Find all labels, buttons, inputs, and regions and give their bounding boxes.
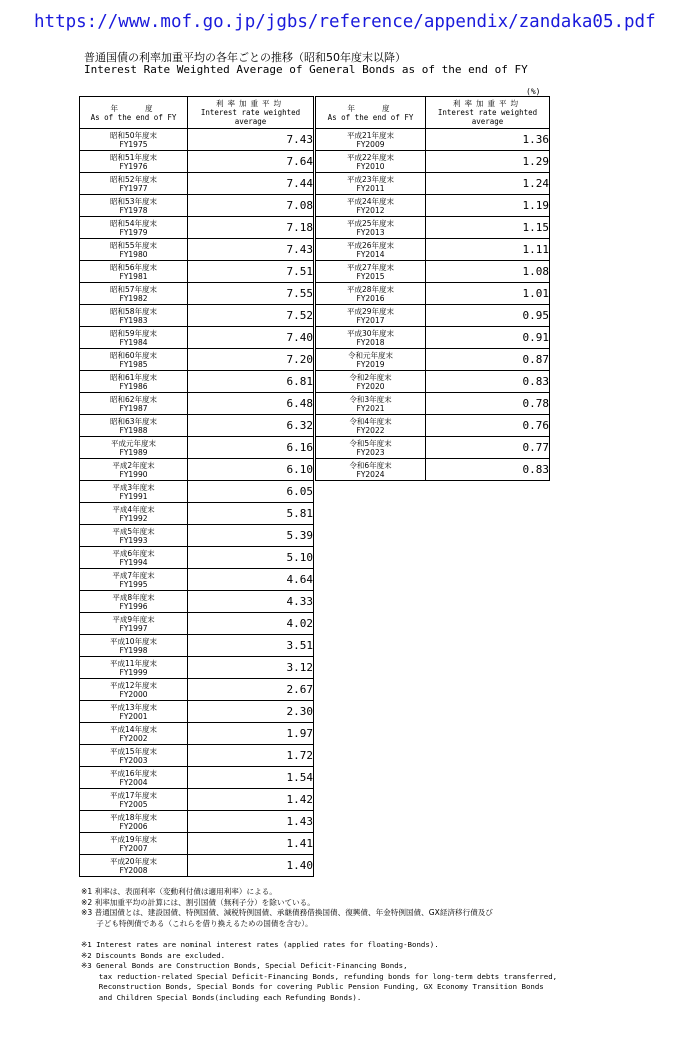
table-row — [80, 745, 314, 767]
year-label-ja: 平成21年度末 — [346, 130, 395, 140]
table-row — [80, 481, 314, 503]
table-row — [80, 371, 314, 393]
rate-cell: 7.20 — [188, 349, 314, 371]
note-line: 子ども特例債である（これらを借り換えるための国債を含む）。 — [81, 918, 313, 928]
year-label-en: FY1994 — [119, 557, 148, 567]
year-label-en: FY2021 — [356, 403, 385, 413]
year-label-en: FY1996 — [119, 601, 148, 611]
year-label-ja: 平成30年度末 — [346, 328, 395, 338]
year-label-en: FY1989 — [119, 447, 148, 457]
rate-cell: 6.10 — [188, 459, 314, 481]
rate-cell: 6.48 — [188, 393, 314, 415]
year-label-en: FY1975 — [119, 139, 148, 149]
year-cell — [316, 173, 426, 195]
year-cell — [80, 635, 188, 657]
year-label-en: FY2001 — [119, 711, 148, 721]
table-row — [80, 789, 314, 811]
year-label-ja: 平成18年度末 — [109, 812, 158, 822]
year-label-en: FY2014 — [356, 249, 385, 259]
rate-cell: 1.54 — [188, 767, 314, 789]
table-row — [80, 657, 314, 679]
source-url: https://www.mof.go.jp/jgbs/reference/appendix/zandaka05.pdf — [34, 12, 656, 32]
year-cell — [316, 217, 426, 239]
rates-table-left — [79, 96, 314, 877]
rate-cell: 2.30 — [188, 701, 314, 723]
table-row — [80, 239, 314, 261]
rate-cell: 1.43 — [188, 811, 314, 833]
year-cell — [80, 283, 188, 305]
rate-cell: 2.67 — [188, 679, 314, 701]
year-label-en: FY1990 — [119, 469, 148, 479]
rate-cell: 0.76 — [426, 415, 550, 437]
year-cell — [316, 239, 426, 261]
rates-table-right — [315, 96, 550, 481]
year-cell — [80, 525, 188, 547]
rate-cell: 6.16 — [188, 437, 314, 459]
notes-english — [81, 940, 557, 1003]
year-cell — [316, 349, 426, 371]
year-column-header — [80, 97, 188, 129]
rate-cell: 0.83 — [426, 371, 550, 393]
year-label-ja: 昭和61年度末 — [109, 372, 158, 382]
note-line: ※2 利率加重平均の計算には、割引国債（無利子分）を除いている。 — [81, 897, 315, 907]
table-row — [80, 503, 314, 525]
rate-cell: 7.44 — [188, 173, 314, 195]
year-label-en: FY2023 — [356, 447, 385, 457]
table-row — [316, 173, 550, 195]
year-cell — [80, 591, 188, 613]
year-label-ja: 平成元年度末 — [111, 438, 156, 448]
table-row — [80, 195, 314, 217]
year-label-en: FY2022 — [356, 425, 385, 435]
year-label-ja: 昭和56年度末 — [109, 262, 158, 272]
year-label-ja: 平成3年度末 — [112, 482, 155, 492]
note-line: tax reduction-related Special Deficit-Financing Bonds, refunding bonds for long-term debts transferred, — [81, 971, 558, 981]
rate-cell: 0.83 — [426, 459, 550, 481]
year-label-en: FY2016 — [356, 293, 385, 303]
year-label-en: FY2003 — [119, 755, 148, 765]
year-label-en: FY2018 — [356, 337, 385, 347]
rate-header-en-2: average — [234, 117, 267, 126]
table-row — [316, 415, 550, 437]
rate-cell: 1.36 — [426, 129, 550, 151]
year-label-en: FY2000 — [119, 689, 148, 699]
year-cell — [80, 723, 188, 745]
year-label-ja: 平成28年度末 — [346, 284, 395, 294]
year-label-en: FY1979 — [119, 227, 148, 237]
rate-cell: 4.02 — [188, 613, 314, 635]
year-label-en: FY1995 — [119, 579, 148, 589]
year-label-en: FY1980 — [119, 249, 148, 259]
year-label-en: FY2013 — [356, 227, 385, 237]
year-label-en: FY2006 — [119, 821, 148, 831]
year-label-en: FY2020 — [356, 381, 385, 391]
rate-cell: 1.97 — [188, 723, 314, 745]
year-cell — [80, 855, 188, 877]
year-cell — [316, 393, 426, 415]
table-row — [316, 459, 550, 481]
year-label-ja: 平成4年度末 — [112, 504, 155, 514]
year-cell — [80, 613, 188, 635]
year-label-en: FY2004 — [119, 777, 148, 787]
year-cell — [316, 129, 426, 151]
rate-column-header — [188, 97, 314, 129]
table-row — [80, 217, 314, 239]
year-label-en: FY2011 — [356, 183, 385, 193]
year-label-en: FY1982 — [119, 293, 148, 303]
table-row — [80, 173, 314, 195]
rate-cell: 1.72 — [188, 745, 314, 767]
year-label-ja: 昭和55年度末 — [109, 240, 158, 250]
year-cell — [80, 701, 188, 723]
year-label-ja: 昭和51年度末 — [109, 152, 158, 162]
rate-cell: 1.24 — [426, 173, 550, 195]
page-title-japanese: 普通国債の利率加重平均の各年ごとの推移（昭和50年度末以降） — [84, 51, 406, 64]
year-cell — [80, 393, 188, 415]
year-label-en: FY1991 — [119, 491, 148, 501]
table-row — [316, 217, 550, 239]
year-label-en: FY1999 — [119, 667, 148, 677]
year-label-ja: 平成9年度末 — [112, 614, 155, 624]
year-label-ja: 平成2年度末 — [112, 460, 155, 470]
year-cell — [80, 657, 188, 679]
year-cell — [80, 217, 188, 239]
year-cell — [316, 283, 426, 305]
note-line: ※3 General Bonds are Construction Bonds, Special Deficit-Financing Bonds, — [81, 961, 408, 970]
year-label-ja: 平成22年度末 — [346, 152, 395, 162]
rate-header-ja: 利率加重平均 — [453, 99, 522, 108]
table-row — [80, 415, 314, 437]
rate-cell: 6.32 — [188, 415, 314, 437]
table-row — [316, 195, 550, 217]
rate-cell: 3.12 — [188, 657, 314, 679]
year-cell — [316, 415, 426, 437]
note-line: ※3 普通国債とは、建設国債、特例国債、減税特例国債、承継債務借換国債、復興債、年金特例国債、GX経済移行債及び — [81, 908, 493, 917]
rate-cell: 4.33 — [188, 591, 314, 613]
rate-cell: 7.55 — [188, 283, 314, 305]
year-label-ja: 昭和60年度末 — [109, 350, 158, 360]
year-label-ja: 令和4年度末 — [349, 416, 392, 426]
year-label-ja: 昭和57年度末 — [109, 284, 158, 294]
rate-cell: 6.05 — [188, 481, 314, 503]
year-cell — [316, 327, 426, 349]
year-label-ja: 昭和63年度末 — [109, 416, 158, 426]
table-row — [316, 151, 550, 173]
year-cell — [80, 481, 188, 503]
rate-cell: 1.29 — [426, 151, 550, 173]
rate-cell: 7.43 — [188, 239, 314, 261]
year-header-ja: 年 度 — [347, 103, 394, 113]
note-line: ※1 利率は、表面利率（変動利付債は適用利率）による。 — [81, 887, 277, 896]
rate-cell: 6.81 — [188, 371, 314, 393]
year-label-ja: 令和5年度末 — [349, 438, 392, 448]
year-cell — [316, 151, 426, 173]
table-row — [316, 371, 550, 393]
year-label-en: FY1977 — [119, 183, 148, 193]
table-row — [316, 327, 550, 349]
year-cell — [80, 811, 188, 833]
year-label-en: FY2017 — [356, 315, 385, 325]
page-title-english: Interest Rate Weighted Average of General Bonds as of the end of FY — [84, 63, 528, 76]
year-label-ja: 昭和58年度末 — [109, 306, 158, 316]
table-row — [316, 261, 550, 283]
year-cell — [80, 129, 188, 151]
year-cell — [80, 173, 188, 195]
year-cell — [316, 261, 426, 283]
note-line: and Children Special Bonds(including each Refunding Bonds). — [81, 992, 362, 1002]
year-column-header — [316, 97, 426, 129]
year-label-ja: 平成27年度末 — [346, 262, 395, 272]
year-label-ja: 平成17年度末 — [109, 790, 158, 800]
year-label-en: FY2005 — [119, 799, 148, 809]
year-label-en: FY1986 — [119, 381, 148, 391]
year-label-ja: 令和3年度末 — [349, 394, 392, 404]
year-label-ja: 平成7年度末 — [112, 570, 155, 580]
table-row — [316, 305, 550, 327]
rate-cell: 1.40 — [188, 855, 314, 877]
year-label-en: FY1976 — [119, 161, 148, 171]
rate-header-ja: 利率加重平均 — [216, 99, 285, 108]
rate-cell: 7.64 — [188, 151, 314, 173]
year-cell — [80, 151, 188, 173]
rate-cell: 1.42 — [188, 789, 314, 811]
table-row — [80, 701, 314, 723]
year-label-en: FY2015 — [356, 271, 385, 281]
note-line: Reconstruction Bonds, Special Bonds for covering Public Pension Funding, GX Economy Transition Bonds — [81, 982, 544, 991]
year-cell — [80, 833, 188, 855]
rate-cell: 7.52 — [188, 305, 314, 327]
year-label-ja: 令和元年度末 — [348, 350, 393, 360]
year-label-ja: 平成15年度末 — [109, 746, 158, 756]
table-row — [316, 283, 550, 305]
year-cell — [80, 437, 188, 459]
year-cell — [80, 459, 188, 481]
year-label-ja: 平成12年度末 — [109, 680, 158, 690]
year-label-en: FY2002 — [119, 733, 148, 743]
year-cell — [316, 459, 426, 481]
table-row — [80, 393, 314, 415]
year-label-ja: 平成14年度末 — [109, 724, 158, 734]
table-row — [80, 349, 314, 371]
table-row — [80, 723, 314, 745]
year-label-en: FY2008 — [119, 865, 148, 875]
table-row — [80, 833, 314, 855]
table-row — [80, 855, 314, 877]
year-label-ja: 平成5年度末 — [112, 526, 155, 536]
year-cell — [316, 371, 426, 393]
table-row — [80, 635, 314, 657]
year-label-en: FY1984 — [119, 337, 148, 347]
table-row — [80, 305, 314, 327]
notes-japanese — [81, 887, 493, 929]
year-label-ja: 平成16年度末 — [109, 768, 158, 778]
year-cell — [80, 767, 188, 789]
rate-cell: 0.77 — [426, 437, 550, 459]
table-row — [80, 591, 314, 613]
rate-column-header — [426, 97, 550, 129]
table-row — [316, 393, 550, 415]
year-label-ja: 昭和50年度末 — [109, 130, 158, 140]
year-label-ja: 平成23年度末 — [346, 174, 395, 184]
rate-header-en: Interest rate weighted — [200, 108, 301, 117]
rate-cell: 1.41 — [188, 833, 314, 855]
year-cell — [316, 195, 426, 217]
rate-cell: 1.19 — [426, 195, 550, 217]
rate-header-en: Interest rate weighted — [437, 108, 538, 117]
year-header-en: As of the end of FY — [327, 112, 414, 122]
year-label-ja: 令和2年度末 — [349, 372, 392, 382]
year-label-ja: 平成6年度末 — [112, 548, 155, 558]
year-label-en: FY1978 — [119, 205, 148, 215]
note-line: ※1 Interest rates are nominal interest rates (applied rates for floating-Bonds). — [81, 940, 439, 949]
rate-cell: 1.15 — [426, 217, 550, 239]
table-row — [80, 283, 314, 305]
year-label-ja: 平成25年度末 — [346, 218, 395, 228]
year-label-ja: 平成29年度末 — [346, 306, 395, 316]
rate-cell: 5.81 — [188, 503, 314, 525]
year-cell — [80, 745, 188, 767]
table-header-row — [316, 97, 550, 129]
year-label-en: FY2012 — [356, 205, 385, 215]
rate-cell: 0.78 — [426, 393, 550, 415]
rate-cell: 5.10 — [188, 547, 314, 569]
table-header-row — [80, 97, 314, 129]
year-cell — [316, 437, 426, 459]
table-row — [316, 349, 550, 371]
year-cell — [80, 327, 188, 349]
table-row — [80, 151, 314, 173]
rate-cell: 7.51 — [188, 261, 314, 283]
year-cell — [80, 415, 188, 437]
table-row — [316, 129, 550, 151]
year-cell — [316, 305, 426, 327]
rate-cell: 1.11 — [426, 239, 550, 261]
rate-cell: 7.18 — [188, 217, 314, 239]
year-label-en: FY1983 — [119, 315, 148, 325]
table-row — [80, 129, 314, 151]
year-label-ja: 平成26年度末 — [346, 240, 395, 250]
rate-cell: 4.64 — [188, 569, 314, 591]
table-row — [80, 569, 314, 591]
year-label-ja: 平成24年度末 — [346, 196, 395, 206]
year-cell — [80, 261, 188, 283]
rate-header-en-2: average — [471, 117, 504, 126]
table-row — [80, 525, 314, 547]
year-label-ja: 平成8年度末 — [112, 592, 155, 602]
year-label-en: FY2024 — [356, 469, 385, 479]
year-label-en: FY2009 — [356, 139, 385, 149]
year-label-ja: 昭和52年度末 — [109, 174, 158, 184]
year-label-en: FY2010 — [356, 161, 385, 171]
year-header-ja: 年 度 — [110, 103, 157, 113]
year-label-ja: 平成20年度末 — [109, 856, 158, 866]
year-header-en: As of the end of FY — [90, 112, 177, 122]
year-cell — [80, 789, 188, 811]
year-label-en: FY1993 — [119, 535, 148, 545]
year-label-en: FY1981 — [119, 271, 148, 281]
rate-cell: 1.08 — [426, 261, 550, 283]
table-row — [80, 459, 314, 481]
year-cell — [80, 349, 188, 371]
rate-cell: 3.51 — [188, 635, 314, 657]
year-label-ja: 昭和62年度末 — [109, 394, 158, 404]
year-label-ja: 平成13年度末 — [109, 702, 158, 712]
table-row — [316, 239, 550, 261]
rate-cell: 0.87 — [426, 349, 550, 371]
year-label-en: FY1992 — [119, 513, 148, 523]
year-label-ja: 昭和53年度末 — [109, 196, 158, 206]
table-row — [80, 261, 314, 283]
year-label-en: FY1988 — [119, 425, 148, 435]
rate-cell: 7.40 — [188, 327, 314, 349]
year-label-ja: 平成19年度末 — [109, 834, 158, 844]
note-line: ※2 Discounts Bonds are excluded. — [81, 950, 226, 960]
year-label-en: FY1987 — [119, 403, 148, 413]
table-row — [80, 679, 314, 701]
year-label-en: FY2007 — [119, 843, 148, 853]
year-cell — [80, 371, 188, 393]
year-cell — [80, 569, 188, 591]
year-label-en: FY1998 — [119, 645, 148, 655]
year-label-ja: 平成10年度末 — [109, 636, 158, 646]
year-cell — [80, 679, 188, 701]
rate-cell: 0.95 — [426, 305, 550, 327]
year-label-ja: 昭和59年度末 — [109, 328, 158, 338]
table-row — [80, 437, 314, 459]
year-label-ja: 令和6年度末 — [349, 460, 392, 470]
rate-cell: 7.08 — [188, 195, 314, 217]
rate-cell: 1.01 — [426, 283, 550, 305]
table-row — [80, 613, 314, 635]
table-row — [80, 327, 314, 349]
year-label-ja: 平成11年度末 — [109, 658, 158, 668]
table-row — [80, 547, 314, 569]
year-label-en: FY1997 — [119, 623, 148, 633]
rate-cell: 7.43 — [188, 129, 314, 151]
table-row — [80, 811, 314, 833]
rate-cell: 5.39 — [188, 525, 314, 547]
table-row — [316, 437, 550, 459]
table-row — [80, 767, 314, 789]
year-cell — [80, 503, 188, 525]
unit-label: (%) — [526, 87, 541, 96]
year-label-en: FY1985 — [119, 359, 148, 369]
rate-cell: 0.91 — [426, 327, 550, 349]
year-cell — [80, 195, 188, 217]
year-cell — [80, 547, 188, 569]
year-cell — [80, 239, 188, 261]
year-label-ja: 昭和54年度末 — [109, 218, 158, 228]
year-cell — [80, 305, 188, 327]
year-label-en: FY2019 — [356, 359, 385, 369]
